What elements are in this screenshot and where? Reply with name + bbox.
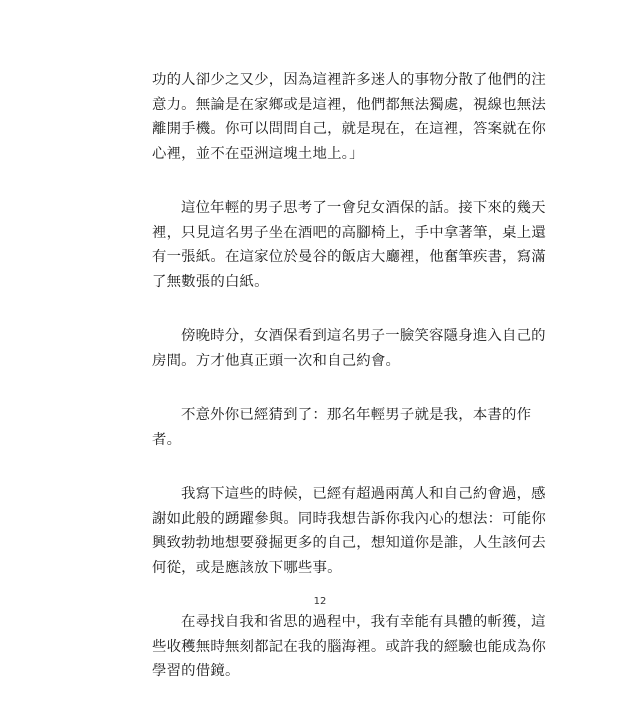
text-line: 學習的借鏡。 — [152, 663, 240, 679]
text-line: 這位年輕的男子思考了一會兒女酒保的話。接下來的幾天 — [181, 200, 546, 216]
text-line: 何從，或是應該放下哪些事。 — [152, 559, 342, 576]
paragraph-5 — [152, 482, 546, 580]
body-text — [152, 68, 546, 714]
text-line: 有一張紙。在這家位於曼谷的飯店大廳裡，他奮筆疾書，寫滿 — [152, 249, 546, 265]
text-line: 者。 — [152, 431, 182, 448]
paragraph-1 — [152, 68, 546, 166]
page-number: 12 — [313, 596, 327, 607]
text-line: 些收穫無時無刻都記在我的腦海裡。或許我的經驗也能成為你 — [152, 638, 546, 655]
text-line: 意力。無論是在家鄉或是這裡，他們都無法獨處，視線也無法 — [152, 96, 546, 113]
text-line: 了無數張的白紙。 — [152, 273, 269, 290]
text-line: 我寫下這些的時候，已經有超過兩萬人和自己約會過，感 — [181, 486, 546, 502]
text-line: 房間。方才他真正頭一次和自己約會。 — [152, 352, 401, 369]
text-line: 傍晚時分，女酒保看到這名男子一臉笑容隱身進入自己的 — [181, 328, 546, 344]
paragraph-3 — [152, 324, 546, 373]
paragraph-6 — [152, 610, 546, 684]
paragraph-4 — [152, 403, 532, 452]
text-line: 謝如此般的踴躍參與。同時我想告訴你我內心的想法：可能你 — [152, 510, 546, 527]
text-line: 不意外你已經猜到了：那名年輕男子就是我，本書的作 — [181, 407, 532, 423]
text-line: 興致勃勃地想要發掘更多的自己，想知道你是誰，人生該何去 — [152, 535, 546, 551]
text-line: 離開手機。你可以問問自己，就是現在，在這裡，答案就在你 — [152, 121, 546, 137]
text-line: 在尋找自我和省思的過程中，我有幸能有具體的斬獲，這 — [181, 614, 546, 630]
text-line: 心裡，並不在亞洲這塊土地上。」 — [152, 145, 364, 162]
paragraph-2 — [152, 196, 546, 294]
text-line: 裡，只見這名男子坐在酒吧的高腳椅上，手中拿著筆，桌上還 — [152, 224, 546, 241]
text-line: 功的人卻少之又少，因為這裡許多迷人的事物分散了他們的注 — [152, 72, 546, 88]
